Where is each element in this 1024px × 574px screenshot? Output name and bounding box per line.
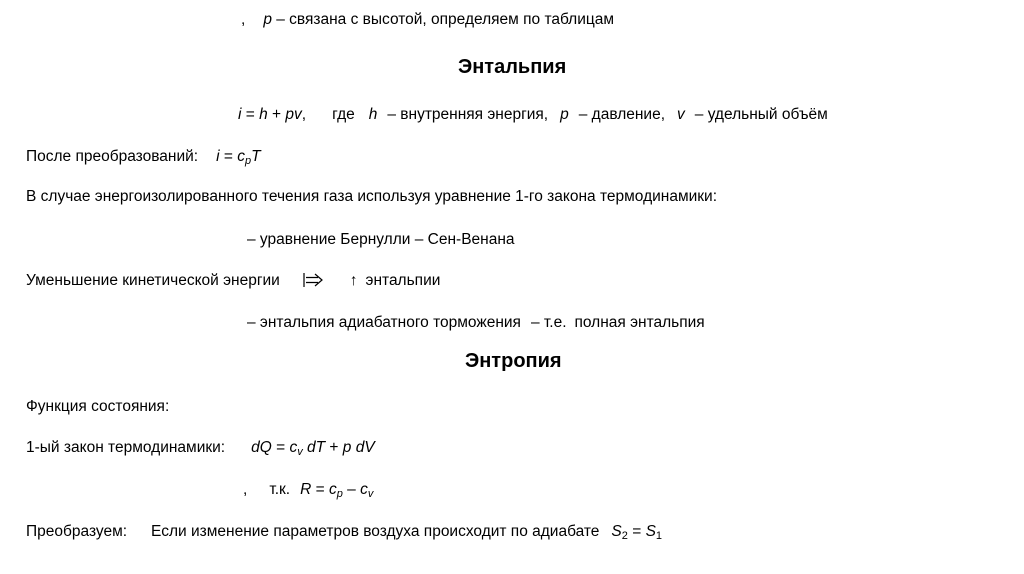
var-dQ: dQ (251, 439, 272, 456)
line-state-function: Функция состояния: (26, 398, 170, 415)
text-pressure: – связана с высотой, определяем по таблицам (276, 11, 615, 28)
label-kinetic: Уменьшение кинетической энергии (26, 272, 280, 289)
eq: = (219, 148, 238, 165)
eq: = (311, 481, 329, 498)
var-T: T (251, 148, 261, 165)
line-after-transform (26, 148, 261, 166)
line-tk (243, 481, 373, 499)
var-dT: dT (302, 439, 326, 456)
text-specific-volume: – удельный объём (694, 106, 828, 123)
var-p: p (342, 439, 352, 456)
heading-entropy: Энтропия (465, 350, 562, 372)
arrow-up-icon: ↑ (349, 272, 358, 289)
var-c: c (328, 481, 337, 498)
text-adiabat: Если изменение параметров воздуха происходит по адиабате (151, 523, 600, 540)
sub-v: v (367, 488, 374, 500)
var-pv: pv (285, 106, 302, 123)
var-p: p (263, 11, 272, 28)
var-c: c (360, 481, 368, 498)
implies-arrow-icon (302, 272, 324, 290)
var-h2: h (368, 106, 378, 123)
text-stagnation: – энтальпия адиабатного торможения (247, 314, 521, 331)
label-first-law: 1-ый закон термодинамики: (26, 439, 226, 456)
text-pressure: – давление, (578, 106, 666, 123)
var-h: h (259, 106, 268, 123)
label-tk: т.к. (269, 481, 291, 498)
line-transform (26, 523, 662, 541)
label-after-transform: После преобразований: (26, 148, 199, 165)
var-i: i (238, 106, 242, 123)
var-i: i (216, 148, 220, 165)
sub-2: 2 (621, 530, 628, 542)
heading-enthalpy: Энтальпия (458, 56, 567, 78)
var-dV: dV (351, 439, 375, 456)
line-first-law (26, 439, 375, 457)
line-kinetic-energy (26, 272, 440, 290)
sub-v: v (297, 446, 303, 458)
plus: + (267, 106, 286, 123)
formula-enthalpy (238, 106, 828, 124)
var-R: R (300, 481, 312, 498)
eq: = (271, 439, 290, 456)
sub-p: p (336, 488, 343, 500)
text-ie: – т.е. (530, 314, 567, 331)
var-c: c (237, 148, 245, 165)
text-total-enthalpy: полная энтальпия (574, 314, 705, 331)
sub-1: 1 (655, 530, 663, 542)
var-p: p (560, 106, 569, 123)
eq: = (241, 106, 260, 123)
var-S: S (645, 523, 656, 540)
comma: , (241, 11, 246, 28)
eq: = (627, 523, 646, 540)
text-where: где (332, 106, 355, 123)
label-transform: Преобразуем: (26, 523, 128, 540)
comma: , (301, 106, 307, 123)
plus: + (325, 439, 343, 456)
line-bernoulli: – уравнение Бернулли – Сен-Венана (247, 231, 515, 248)
comma: , (243, 481, 248, 498)
line-energy-isolated: В случае энергоизолированного течения газа используя уравнение 1-го закона термодинамики: (26, 188, 718, 205)
var-S: S (611, 523, 622, 540)
text-enthalpy: энтальпии (365, 272, 441, 289)
var-c: c (289, 439, 298, 456)
text-internal-energy: – внутренняя энергия, (387, 106, 549, 123)
line-stagnation (247, 314, 705, 332)
line-pressure-altitude (241, 11, 614, 29)
sub-p: p (244, 155, 252, 167)
minus: – (342, 481, 361, 498)
var-v: v (677, 106, 685, 123)
